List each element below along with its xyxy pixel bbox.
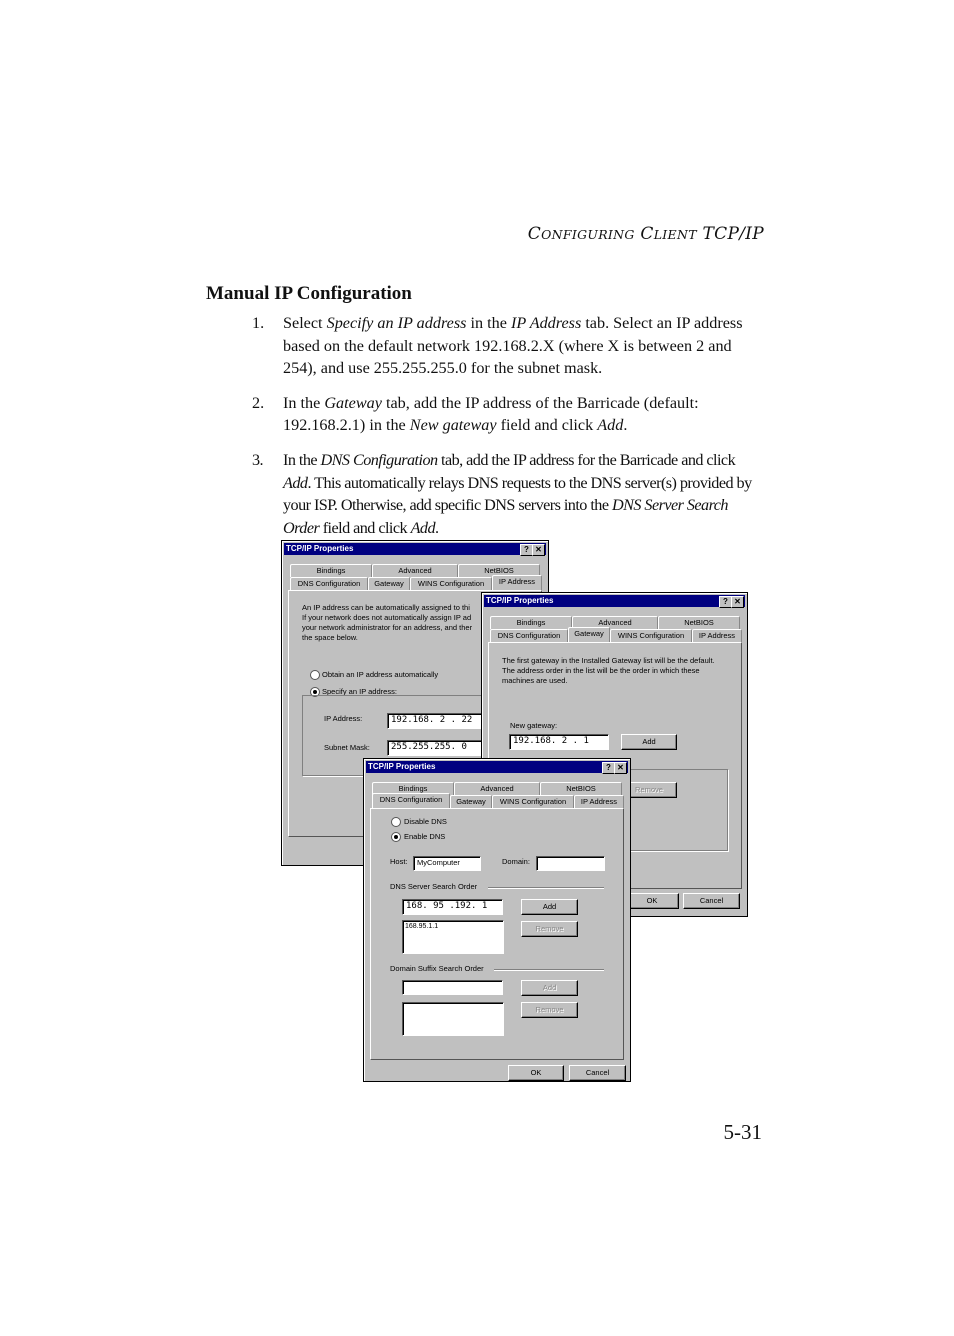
tab-ip-address[interactable]: IP Address [692,629,742,642]
ip-description: An IP address can be automatically assigned to thi If your network does not automatically assign IP ad your network administrator for an address, and ther the space below. [302,603,473,642]
dns-server-list[interactable] [402,920,504,954]
tab-advanced[interactable]: Advanced [454,782,540,795]
subnet-mask-label: Subnet Mask: [324,743,370,752]
obtain-ip-label: Obtain an IP address automatically [322,670,439,679]
remove-dns-button[interactable]: Remove [521,921,578,937]
close-button[interactable]: ✕ [532,544,545,556]
ip-address-label: IP Address: [324,714,363,723]
gateway-description: The first gateway in the Installed Gateway list will be the default. The address order in the list will be the order in which these machines are used. [502,656,715,685]
tab-gateway[interactable]: Gateway [368,577,410,590]
domain-field[interactable] [536,856,605,871]
disable-dns-radio[interactable] [391,817,401,827]
title-bar: TCP/IP Properties ? ✕ [284,543,546,555]
tab-netbios[interactable]: NetBIOS [540,782,622,795]
help-button[interactable]: ? [602,762,615,774]
tab-advanced[interactable]: Advanced [372,564,458,577]
tcpip-dialog-dns [363,758,631,1082]
page-number: 5-31 [723,1120,762,1144]
section-title: Manual IP Configuration [206,283,412,304]
step-2: 2. In the Gateway tab, add the IP address of the Barricade (default: 192.168.2.1) in the New gateway field and click Add. [252,393,699,435]
cancel-button[interactable]: Cancel [569,1065,626,1081]
tab-gateway[interactable]: Gateway [568,627,610,642]
step-1: 1. Select Specify an IP address in the IP Address tab. Select an IP address based on the default network 192.168.2.X (where X is between 2 and 254), and use 255.255.255.0 for the subnet mask. [252,314,743,378]
host-label: Host: [390,857,408,866]
add-gateway-button[interactable]: Add [621,734,677,750]
steps-list [252,312,764,551]
tab-wins-configuration[interactable]: WINS Configuration [492,795,574,808]
add-dns-button[interactable]: Add [521,899,578,915]
host-field[interactable]: MyComputer [413,856,481,871]
tab-netbios[interactable]: NetBIOS [658,616,740,629]
new-gateway-label: New gateway: [510,721,558,730]
ip-address-field[interactable]: 192.168. 2 . 22 [387,713,487,729]
tab-ip-address[interactable]: IP Address [574,795,624,808]
tab-gateway[interactable]: Gateway [450,795,492,808]
new-gateway-field[interactable]: 192.168. 2 . 1 [509,734,609,750]
domain-suffix-field[interactable] [402,980,503,995]
divider [494,969,604,971]
obtain-ip-radio[interactable] [310,670,320,680]
list-item[interactable]: 168.95.1.1 [405,923,439,930]
tab-netbios[interactable]: NetBIOS [458,564,540,577]
tab-advanced[interactable]: Advanced [572,616,658,629]
add-suffix-button[interactable]: Add [521,980,578,996]
specify-ip-label: Specify an IP address: [322,687,397,696]
remove-gateway-button[interactable]: Remove [621,782,677,798]
disable-dns-label: Disable DNS [404,817,447,826]
subnet-mask-field[interactable]: 255.255.255. 0 [387,740,487,756]
tab-bindings[interactable]: Bindings [372,782,454,795]
tab-bindings[interactable]: Bindings [490,616,572,629]
close-button[interactable]: ✕ [614,762,627,774]
tab-dns-configuration[interactable]: DNS Configuration [372,793,450,808]
ok-button[interactable]: OK [625,893,679,909]
enable-dns-radio[interactable] [391,832,401,842]
help-button[interactable]: ? [520,544,533,556]
divider [488,887,604,889]
domain-suffix-label: Domain Suffix Search Order [390,964,484,973]
domain-label: Domain: [502,857,530,866]
help-button[interactable]: ? [719,596,732,608]
tab-dns-configuration[interactable]: DNS Configuration [290,577,368,590]
title-bar: TCP/IP Properties ? ✕ [484,595,745,607]
dns-server-field[interactable]: 168. 95 .192. 1 [402,899,503,915]
ok-button[interactable]: OK [508,1065,564,1081]
tab-ip-address[interactable]: IP Address [492,575,542,590]
dns-search-order-label: DNS Server Search Order [390,882,478,891]
tab-wins-configuration[interactable]: WINS Configuration [610,629,692,642]
tab-dns-configuration[interactable]: DNS Configuration [490,629,568,642]
running-head: CONFIGURING CLIENT TCP/IP [527,224,764,244]
tab-wins-configuration[interactable]: WINS Configuration [410,577,492,590]
enable-dns-label: Enable DNS [404,832,446,841]
tab-bindings[interactable]: Bindings [290,564,372,577]
close-button[interactable]: ✕ [731,596,744,608]
title-bar: TCP/IP Properties ? ✕ [366,761,628,773]
remove-suffix-button[interactable]: Remove [521,1002,578,1018]
domain-suffix-list[interactable] [402,1002,504,1036]
cancel-button[interactable]: Cancel [683,893,740,909]
step-3: 3. In the DNS Configuration tab, add the IP address for the Barricade and click Add. This automatically relays DNS requests to the DNS server(s) provided by your ISP. Otherwise, add specific DNS servers into the DNS Server Search Order field and click Add. [252,450,752,537]
